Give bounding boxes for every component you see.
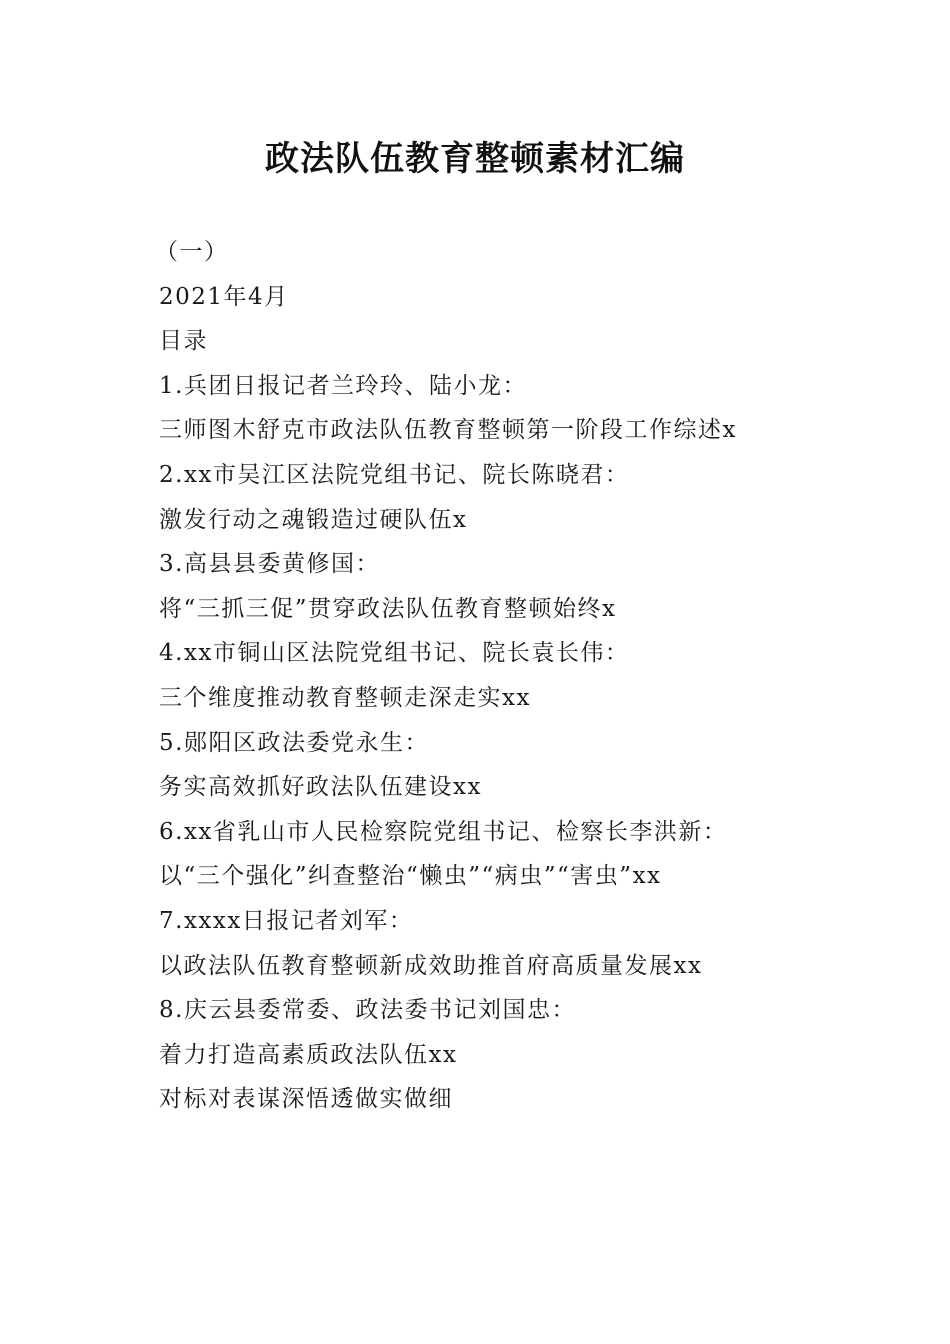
toc-list bbox=[159, 364, 879, 1122]
toc-item-1-title: 三师图木舒克市政法队伍教育整顿第一阶段工作综述x bbox=[159, 417, 737, 444]
toc-item-2-author: 2.xx市吴江区法院党组书记、院长陈晓君： bbox=[159, 461, 630, 488]
toc-item-3-author: 3.高县县委黄修国： bbox=[159, 551, 380, 578]
toc-item-6-title: 以“三个强化”纠查整治“懒虫”“病虫”“害虫”xx bbox=[159, 863, 662, 890]
toc-item-4-title: 三个维度推动教育整顿走深走实xx bbox=[159, 684, 531, 711]
toc-item-1-author: 1.兵团日报记者兰玲玲、陆小龙： bbox=[159, 372, 527, 399]
document-date: 2021年4月 bbox=[159, 283, 289, 310]
toc-item-6-author: 6.xx省乳山市人民检察院党组书记、检察长李洪新： bbox=[159, 818, 728, 845]
toc-item-5-title: 务实高效抓好政法队伍建设xx bbox=[159, 774, 482, 801]
toc-item-7-author: 7.xxxx日报记者刘军： bbox=[159, 907, 414, 934]
toc-item-7-title: 以政法队伍教育整顿新成效助推首府高质量发展xx bbox=[159, 952, 703, 979]
toc-item-2-title: 激发行动之魂锻造过硬队伍x bbox=[159, 506, 468, 533]
toc-item-8-title: 着力打造高素质政法队伍xx bbox=[159, 1041, 458, 1068]
toc-item-9-title: 对标对表谋深悟透做实做细 bbox=[159, 1086, 453, 1113]
document-body bbox=[155, 230, 879, 1122]
toc-heading: 目录 bbox=[159, 328, 208, 355]
toc-item-3-title: 将“三抓三促”贯穿政法队伍教育整顿始终x bbox=[159, 595, 617, 622]
document-title: 政法队伍教育整顿素材汇编 bbox=[265, 139, 685, 179]
toc-item-5-author: 5.郧阳区政法委党永生： bbox=[159, 729, 429, 756]
part-label: （一） bbox=[155, 239, 229, 265]
toc-item-8-author: 8.庆云县委常委、政法委书记刘国忠： bbox=[159, 997, 576, 1024]
toc-item-4-author: 4.xx市铜山区法院党组书记、院长袁长伟： bbox=[159, 640, 630, 667]
